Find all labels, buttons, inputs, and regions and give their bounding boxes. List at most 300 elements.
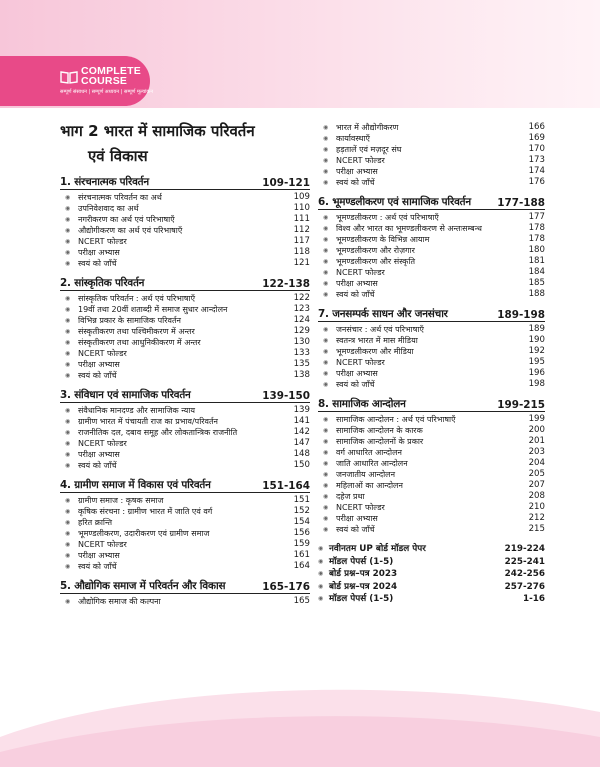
entry-text-wrap [65,517,288,528]
bullet-icon: ◉ [65,462,71,469]
toc-entry[interactable] [60,438,310,449]
entry-page: 173 [528,155,545,165]
entry-title: कार्यावस्थाएँ [336,134,370,143]
special-text-wrap [318,543,426,556]
entry-text-wrap [323,502,523,513]
entry-title: वर्ग आधारित आन्दोलन [336,448,402,457]
toc-entry[interactable] [318,513,545,524]
chapter-section [60,381,310,471]
toc-entry[interactable] [318,414,545,425]
footer-wave [0,682,600,767]
toc-entry[interactable] [318,502,545,513]
bullet-icon: ◉ [323,225,329,232]
entry-page: 141 [293,416,310,426]
entry-text-wrap [323,346,523,357]
toc-entry[interactable] [318,491,545,502]
entry-page: 112 [293,225,310,235]
entry-page: 177 [528,212,545,222]
bullet-icon: ◉ [323,515,329,522]
toc-entry[interactable] [60,405,310,416]
entry-page: 117 [293,236,310,246]
entry-text-wrap [65,460,288,471]
toc-entry[interactable] [60,596,310,607]
chapter-pages: 109-121 [262,177,310,189]
entry-page: 159 [293,539,310,549]
chapter-divider [60,593,310,594]
entry-title: उपनिवेशवाद का अर्थ [78,204,139,213]
entry-page: 152 [293,506,310,516]
entry-text-wrap [65,495,288,506]
entry-page: 135 [293,359,310,369]
toc-entry[interactable] [318,425,545,436]
entry-text-wrap [65,225,288,236]
entry-title: भूमण्डलीकरण, उदारीकरण एवं ग्रामीण समाज [78,529,210,538]
entry-title: दहेज प्रथा [336,492,365,501]
entry-page: 133 [293,348,310,358]
entry-title: स्वयं को जाँचें [336,525,375,534]
toc-entry[interactable] [60,348,310,359]
bullet-icon: ◉ [323,179,329,186]
chapter-pages: 189-198 [497,309,545,321]
entry-title: NCERT फोल्डर [78,540,127,549]
chapter-heading[interactable] [60,388,310,402]
toc-entry[interactable] [318,379,545,390]
special-text-wrap [318,593,393,606]
toc-entry[interactable] [318,223,545,234]
toc-entry[interactable] [60,359,310,370]
toc-entry[interactable] [60,247,310,258]
entry-page: 185 [528,278,545,288]
special-text-wrap [318,556,393,569]
entry-page: 200 [528,425,545,435]
special-pages: 225-241 [504,556,545,567]
toc-entry[interactable] [318,166,545,177]
special-entries [318,543,545,606]
entry-title: परीक्षा अभ्यास [78,551,120,560]
entry-page: 124 [293,315,310,325]
entry-title: संस्कृतीकरण तथा पश्चिमीकरण में अन्तर [78,327,195,336]
toc-entry[interactable] [60,427,310,438]
entry-title: जाति आधारित आन्दोलन [336,459,408,468]
entry-text-wrap [323,324,523,335]
entry-page: 111 [293,214,310,224]
entry-title: परीक्षा अभ्यास [78,248,120,257]
toc-entry[interactable] [318,346,545,357]
entry-page: 201 [528,436,545,446]
bullet-icon: ◉ [65,440,71,447]
entry-page: 142 [293,427,310,437]
toc-entry[interactable] [60,192,310,203]
entry-title: विभिन्न प्रकार के सामाजिक परिवर्तन [78,316,181,325]
entry-page: 154 [293,517,310,527]
entry-title: परीक्षा अभ्यास [336,369,378,378]
chapter-heading[interactable] [60,478,310,492]
bullet-icon: ◉ [65,317,71,324]
entry-text-wrap [65,315,288,326]
entry-text-wrap [65,192,288,203]
entry-title: स्वयं को जाँचें [78,562,117,571]
bullet-icon: ◉ [323,280,329,287]
special-entry[interactable] [318,593,545,606]
chapter-pages: 122-138 [262,278,310,290]
entry-text-wrap [323,447,523,458]
toc-entry[interactable] [60,460,310,471]
chapter-pages: 151-164 [262,480,310,492]
entry-page: 110 [293,203,310,213]
toc-entry[interactable] [60,506,310,517]
entry-page: 130 [293,337,310,347]
entry-title: भूमण्डलीकरण और रोज़गार [336,246,415,255]
entry-text-wrap [65,203,288,214]
special-title: बोर्ड प्रश्न–पत्र 2024 [329,581,398,592]
entry-page: 195 [528,357,545,367]
entry-text-wrap [323,414,523,425]
bullet-icon: ◉ [323,493,329,500]
entry-page: 161 [293,550,310,560]
chapter-divider [60,402,310,403]
entry-text-wrap [323,436,523,447]
toc-entry[interactable] [60,304,310,315]
chapter-title: 6. भूमण्डलीकरण एवं सामाजिक परिवर्तन [318,196,471,208]
entry-text-wrap [65,370,288,381]
bullet-icon: ◉ [65,205,71,212]
chapter-heading[interactable] [318,195,545,209]
chapter-pages: 177-188 [497,197,545,209]
entry-title: परीक्षा अभ्यास [336,279,378,288]
entry-title: औद्योगीकरण का अर्थ एवं परिभाषाएँ [78,226,183,235]
entry-title: स्वतन्त्र भारत में मास मीडिया [336,336,418,345]
toc-entry[interactable] [60,258,310,269]
entry-text-wrap [323,133,523,144]
chapter-section [60,572,310,607]
bullet-icon: ◉ [323,214,329,221]
bullet-icon: ◉ [323,258,329,265]
entry-text-wrap [65,304,288,315]
toc-entry[interactable] [318,324,545,335]
bullet-icon: ◉ [323,135,329,142]
toc-entry[interactable] [318,469,545,480]
entry-text-wrap [65,359,288,370]
entry-title: भूमण्डलीकरण और मीडिया [336,347,414,356]
toc-entry[interactable] [60,528,310,539]
entry-text-wrap [323,425,523,436]
entry-page: 184 [528,267,545,277]
bullet-icon: ◉ [323,146,329,153]
bullet-icon: ◉ [318,595,324,602]
entry-page: 151 [293,495,310,505]
special-entry[interactable] [318,556,545,569]
entry-page: 196 [528,368,545,378]
bullet-icon: ◉ [65,407,71,414]
chapter-title: 2. सांस्कृतिक परिवर्तन [60,277,145,289]
toc-entry[interactable] [318,278,545,289]
entry-title: संरचनात्मक परिवर्तन का अर्थ [78,193,162,202]
entry-page: 176 [528,177,545,187]
entry-title: NCERT फोल्डर [78,237,127,246]
spacer [60,381,310,387]
toc-entry[interactable] [318,436,545,447]
toc-entry[interactable] [60,449,310,460]
entry-text-wrap [65,438,288,449]
entry-page: 203 [528,447,545,457]
chapter-title: 5. औद्योगिक समाज में परिवर्तन और विकास [60,580,226,592]
entry-text-wrap [323,368,523,379]
entry-text-wrap [323,234,523,245]
entry-text-wrap [323,256,523,267]
entry-page: 204 [528,458,545,468]
bullet-icon: ◉ [65,372,71,379]
entry-text-wrap [65,293,288,304]
toc-entry[interactable] [318,335,545,346]
entry-page: 148 [293,449,310,459]
entry-title: जनसंचार : अर्थ एवं परिभाषाएँ [336,325,424,334]
entry-title: सामाजिक आन्दोलन : अर्थ एवं परिभाषाएँ [336,415,456,424]
toc-entry[interactable] [318,458,545,469]
toc-entry[interactable] [318,212,545,223]
chapter-heading[interactable] [60,579,310,593]
part-title: भाग 2 भारत में सामाजिक परिवर्तन एवं विकास [60,122,255,165]
toc-right-column [318,122,545,606]
entry-title: महिलाओं का आन्दोलन [336,481,403,490]
entry-page: 207 [528,480,545,490]
toc-entry[interactable] [318,480,545,491]
chapter-title: 8. सामाजिक आन्दोलन [318,398,406,410]
chapter-title: 3. संविधान एवं सामाजिक परिवर्तन [60,389,191,401]
entry-page: 215 [528,524,545,534]
toc-entry[interactable] [318,447,545,458]
bullet-icon: ◉ [323,482,329,489]
toc-entry[interactable] [318,245,545,256]
toc-entry[interactable] [60,561,310,572]
entry-page: 192 [528,346,545,356]
entry-page: 164 [293,561,310,571]
toc-entry[interactable] [318,524,545,535]
entry-title: स्वयं को जाँचें [78,371,117,380]
chapter-section [60,269,310,381]
bullet-icon: ◉ [323,416,329,423]
entry-text-wrap [65,247,288,258]
entry-text-wrap [323,177,523,188]
entry-text-wrap [65,528,288,539]
entry-text-wrap [323,335,523,346]
chapter-divider [318,321,545,322]
chapter-pages: 165-176 [262,581,310,593]
chapter-title: 1. संरचनात्मक परिवर्तन [60,176,149,188]
bullet-icon: ◉ [65,361,71,368]
entry-text-wrap [323,166,523,177]
toc-entry[interactable] [60,315,310,326]
entry-page: 122 [293,293,310,303]
entry-text-wrap [65,539,288,550]
bullet-icon: ◉ [323,157,329,164]
entry-title: ग्रामीण भारत में पंचायती राज का प्रभाव/परिवर्तन [78,417,218,426]
entry-title: राजनीतिक दल, दबाव समूह और लोकतान्त्रिक राजनीति [78,428,238,437]
entry-title: भूमण्डलीकरण के विभिन्न आयाम [336,235,430,244]
bullet-icon: ◉ [65,563,71,570]
chapter-divider [60,492,310,493]
entry-text-wrap [323,458,523,469]
spacer [60,572,310,578]
chapter-divider [318,209,545,210]
special-pages: 242-256 [504,569,545,579]
entry-page: 109 [293,192,310,202]
toc-entry[interactable] [318,144,545,155]
entry-title: हड़तालें एवं मज़दूर संघ [336,145,402,154]
entry-title: परीक्षा अभ्यास [336,167,378,176]
entry-title: सामाजिक आन्दोलन के कारक [336,426,423,435]
bullet-icon: ◉ [65,429,71,436]
bullet-icon: ◉ [65,328,71,335]
entry-title: स्वयं को जाँचें [78,461,117,470]
entry-title: औद्योगिक समाज की कल्पना [78,597,161,606]
chapter-heading[interactable] [60,175,310,189]
special-pages: 1-16 [522,594,545,604]
chapter-title: 7. जनसम्पर्क साधन और जनसंचार [318,308,448,320]
toc-entry[interactable] [60,214,310,225]
bullet-icon: ◉ [65,451,71,458]
entry-page: 147 [293,438,310,448]
special-entry[interactable] [318,568,545,581]
bullet-icon: ◉ [323,449,329,456]
open-book-icon [60,70,78,84]
toc-entry[interactable] [318,289,545,300]
toc-entry[interactable] [60,337,310,348]
special-pages: 257-276 [504,581,545,592]
toc-entry[interactable] [60,517,310,528]
toc-left-column [60,122,310,607]
special-entry[interactable] [318,581,545,594]
bullet-icon: ◉ [65,339,71,346]
entry-title: NCERT फोल्डर [336,268,385,277]
entry-page: 190 [528,335,545,345]
bullet-icon: ◉ [65,552,71,559]
entry-page: 180 [528,245,545,255]
entry-page: 123 [293,304,310,314]
bullet-icon: ◉ [323,236,329,243]
entry-text-wrap [65,506,288,517]
chapter-pages: 139-150 [262,390,310,402]
bullet-icon: ◉ [65,249,71,256]
bullet-icon: ◉ [323,337,329,344]
special-title: मॉडल पेपर्स (1-5) [329,556,394,567]
chapter-section [318,390,545,535]
entry-title: NCERT फोल्डर [78,349,127,358]
entry-page: 208 [528,491,545,501]
spacer [318,300,545,306]
entry-text-wrap [65,561,288,572]
left-chapter-list [60,175,310,607]
entry-text-wrap [65,326,288,337]
toc-entry[interactable] [60,326,310,337]
entry-title: विश्व और भारत का भूमण्डलीकरण से अन्तःसम्बन्ध [336,224,482,233]
entry-text-wrap [323,278,523,289]
bullet-icon: ◉ [323,427,329,434]
entry-title: भूमण्डलीकरण : अर्थ एवं परिभाषाएँ [336,213,439,222]
toc-entry[interactable] [318,234,545,245]
bullet-icon: ◉ [323,381,329,388]
toc-entry[interactable] [318,256,545,267]
toc-entry[interactable] [318,177,545,188]
entry-page: 181 [528,256,545,266]
toc-entry[interactable] [318,122,545,133]
chapter-divider [60,189,310,190]
bullet-icon: ◉ [65,519,71,526]
chapter-heading[interactable] [318,307,545,321]
entry-title: सांस्कृतिक परिवर्तन : अर्थ एवं परिभाषाएँ [78,294,196,303]
chapter-heading[interactable] [318,397,545,411]
toc-entry[interactable] [318,368,545,379]
toc-entry[interactable] [60,225,310,236]
bullet-icon: ◉ [323,247,329,254]
toc-entry[interactable] [60,539,310,550]
entry-text-wrap [65,337,288,348]
toc-entry[interactable] [60,203,310,214]
chapter-pages: 199-215 [497,399,545,411]
entry-page: 212 [528,513,545,523]
special-title: बोर्ड प्रश्न–पत्र 2023 [329,569,398,579]
entry-text-wrap [323,513,523,524]
entry-title: हरित क्रान्ति [78,518,113,527]
brand-title: COMPLETE COURSE [81,65,141,87]
entry-text-wrap [323,155,523,166]
bullet-icon: ◉ [65,530,71,537]
chapter-divider [60,290,310,291]
entry-page: 174 [528,166,545,176]
entry-text-wrap [65,427,288,438]
chapter-heading[interactable] [60,276,310,290]
toc-entry[interactable] [318,133,545,144]
entry-text-wrap [323,223,523,234]
entry-title: स्वयं को जाँचें [78,259,117,268]
entry-text-wrap [323,357,523,368]
bullet-icon: ◉ [65,295,71,302]
bullet-icon: ◉ [323,326,329,333]
bullet-icon: ◉ [65,541,71,548]
toc-entry[interactable] [60,416,310,427]
toc-entry[interactable] [60,550,310,561]
bullet-icon: ◉ [323,359,329,366]
toc-entry[interactable] [60,370,310,381]
chapter-section [60,471,310,572]
bullet-icon: ◉ [318,545,324,552]
entry-title: संवैधानिक मानदण्ड और सामाजिक न्याय [78,406,195,415]
toc-entry[interactable] [318,357,545,368]
toc-entry[interactable] [60,495,310,506]
brand-tagline: सम्पूर्ण संसाधन | सम्पूर्ण अध्ययन | सम्पूर्ण मूल्यांकन [60,89,154,95]
special-entry[interactable] [318,543,545,556]
special-title: मॉडल पेपर्स (1-5) [329,594,394,604]
entry-page: 205 [528,469,545,479]
bullet-icon: ◉ [323,348,329,355]
spacer [60,269,310,275]
entry-title: स्वयं को जाँचें [336,178,375,187]
entry-text-wrap [65,348,288,359]
bullet-icon: ◉ [65,418,71,425]
entry-page: 170 [528,144,545,154]
spacer [318,390,545,396]
toc-entry[interactable] [60,236,310,247]
toc-entry[interactable] [318,155,545,166]
entry-title: जनजातीय आन्दोलन [336,470,396,479]
entry-page: 188 [528,289,545,299]
entry-text-wrap [65,405,288,416]
bullet-icon: ◉ [318,582,324,590]
bullet-icon: ◉ [323,438,329,445]
entry-title: NCERT फोल्डर [78,439,127,448]
chapter-section [318,300,545,390]
toc-entry[interactable] [318,267,545,278]
toc-entry[interactable] [60,293,310,304]
